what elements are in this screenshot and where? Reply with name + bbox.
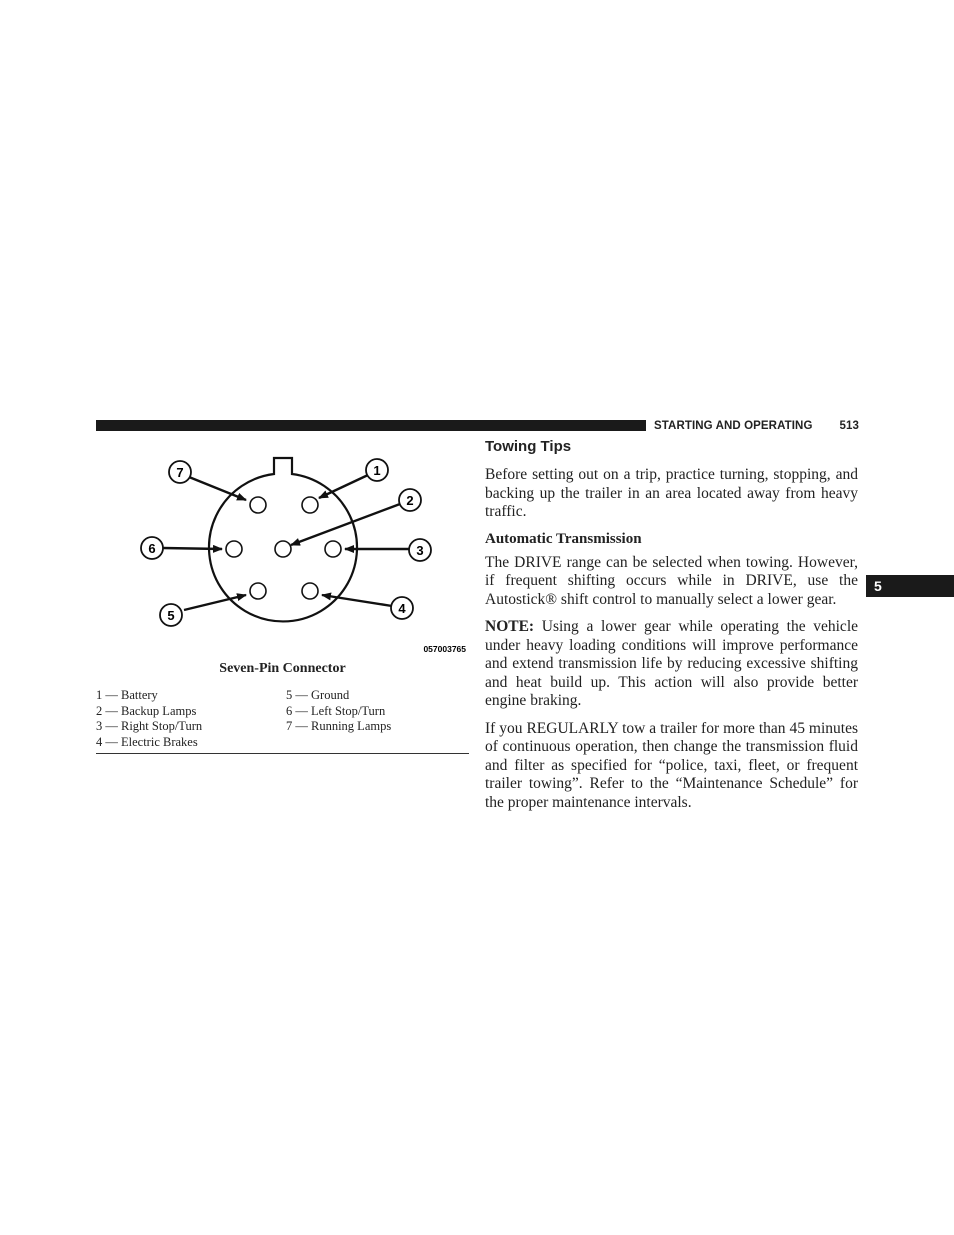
arrow-4 — [322, 595, 392, 606]
callout-3 — [409, 539, 431, 561]
chapter-tab: 5 — [866, 575, 954, 597]
pin-hole-1 — [302, 497, 318, 513]
legend-item: 6 — Left Stop/Turn — [286, 703, 386, 718]
connector-svg — [96, 450, 469, 660]
pin-hole-5 — [250, 583, 266, 599]
svg-text:1: 1 — [373, 463, 381, 478]
pin-hole-6 — [226, 541, 242, 557]
towing-tips-paragraph: Before setting out on a trip, practice turning, stopping, and backing up the trailer in an area located away from heavy traffic. — [485, 466, 858, 520]
towing-tips-heading: Towing Tips — [485, 438, 572, 455]
legend-item: 3 — Right Stop/Turn — [96, 719, 203, 734]
section-title: STARTING AND OPERATING — [654, 420, 813, 432]
legend-item: 7 — Running Lamps — [286, 719, 392, 734]
svg-text:6: 6 — [148, 541, 156, 556]
drive-range-paragraph: The DRIVE range can be selected when towing. However, if frequent shifting occurs while in DRIVE, use the Autostick® shift control to manually select a lower gear. — [485, 553, 858, 608]
note-text: Using a lower gear while operating the vehicle under heavy loading conditions will improve performance and extend transmission life by reducing excessive shifting and heat build up. This action will also provide better engine braking. — [485, 618, 858, 709]
note-label: NOTE: — [485, 618, 535, 635]
callout-5 — [160, 604, 182, 626]
header-bar — [96, 420, 646, 431]
running-header — [654, 418, 859, 434]
automatic-transmission-heading: Automatic Transmission — [485, 530, 642, 547]
text-column — [485, 438, 858, 821]
pin-hole-3 — [325, 541, 341, 557]
legend-column-left — [96, 688, 202, 751]
legend-divider — [96, 753, 469, 754]
callout-2 — [399, 489, 421, 511]
callout-7 — [169, 461, 191, 483]
figure-code: 057003765 — [423, 644, 466, 654]
callout-6 — [141, 537, 163, 559]
arrow-6 — [163, 548, 222, 549]
note-paragraph — [485, 618, 858, 711]
pin-hole-4 — [302, 583, 318, 599]
svg-text:4: 4 — [398, 601, 406, 616]
svg-text:2: 2 — [406, 493, 414, 508]
page-number: 513 — [839, 420, 859, 432]
legend-column-right — [286, 688, 391, 735]
svg-text:7: 7 — [176, 465, 184, 480]
svg-text:5: 5 — [167, 608, 175, 623]
seven-pin-connector-diagram — [96, 450, 469, 660]
legend-item: 2 — Backup Lamps — [96, 703, 197, 718]
legend-item: 5 — Ground — [286, 688, 350, 702]
legend-item: 4 — Electric Brakes — [96, 735, 198, 750]
arrow-5 — [184, 595, 246, 610]
svg-text:3: 3 — [416, 543, 424, 558]
callout-1 — [366, 459, 388, 481]
pin-hole-7 — [250, 497, 266, 513]
pin-hole-2 — [275, 541, 291, 557]
figure-caption: Seven-Pin Connector — [219, 661, 346, 676]
regular-towing-paragraph: If you REGULARLY tow a trailer for more than 45 minutes of continuous operation, then change the transmission fluid and filter as specified for “police, taxi, fleet, or frequent trailer towing”. Refer to the “Maintenance Schedule” for the proper maintenance intervals. — [485, 719, 858, 811]
callout-4 — [391, 597, 413, 619]
legend-item: 1 — Battery — [96, 688, 158, 702]
